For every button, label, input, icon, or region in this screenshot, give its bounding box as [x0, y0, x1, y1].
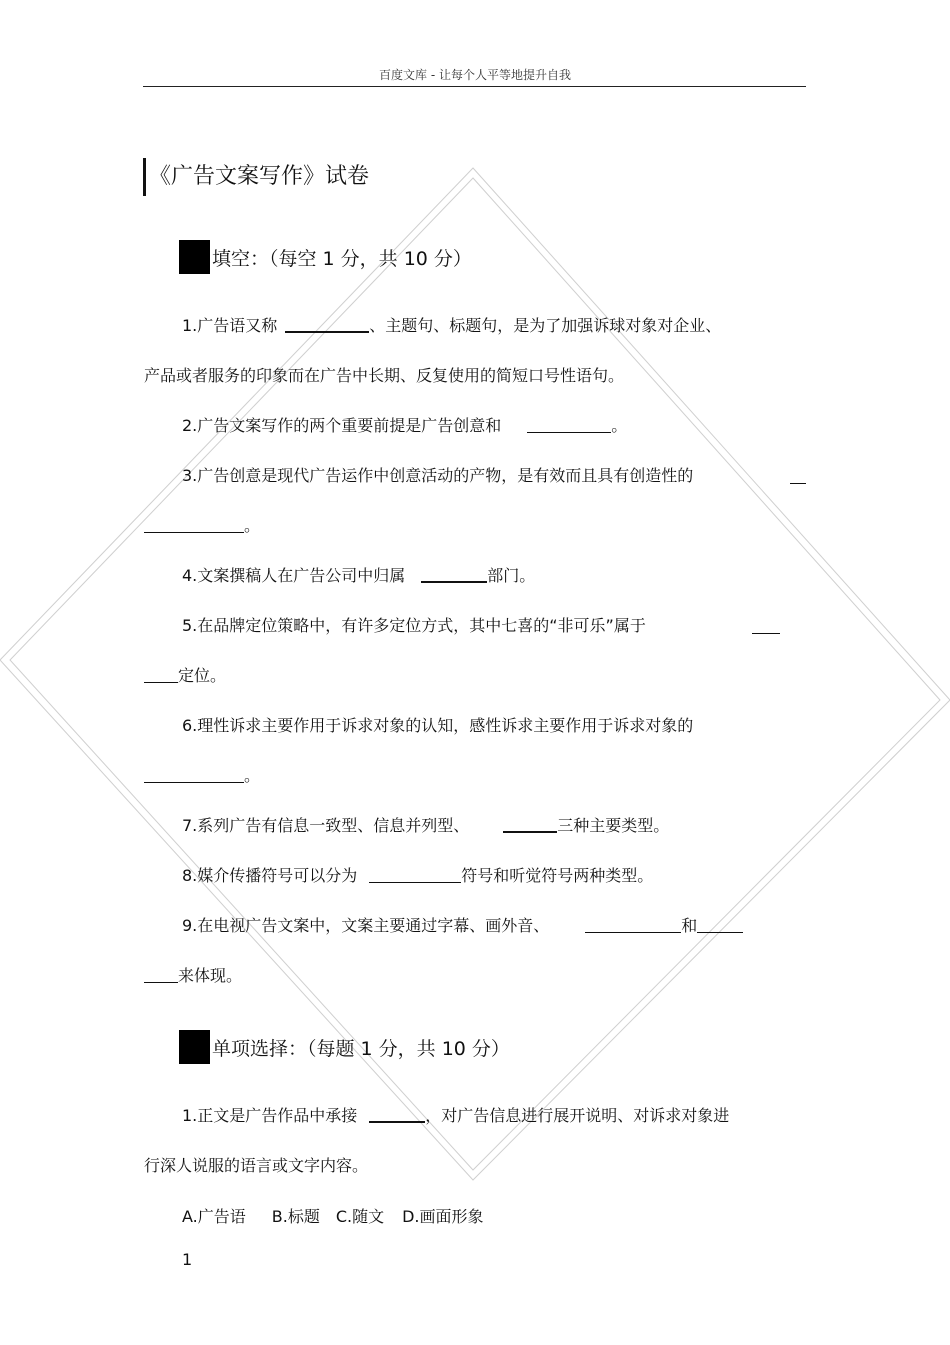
question-2	[182, 415, 627, 437]
question-4	[182, 565, 535, 587]
question-9-cont	[144, 965, 242, 987]
section-heading-text: 填空：（每空 1 分，共 10 分）	[212, 247, 472, 270]
question-text: 部门。	[487, 566, 536, 585]
question-text: 4.文案撰稿人在广告公司中归属	[182, 566, 406, 585]
question-6	[182, 715, 693, 737]
question-6-cont	[144, 765, 260, 787]
question-text: 1.正文是广告作品中承接	[182, 1106, 358, 1125]
answer-blank	[527, 416, 611, 433]
document-title: 《广告文案写作》试卷	[143, 158, 369, 196]
answer-blank	[697, 916, 743, 933]
option-d: D.画面形象	[402, 1207, 484, 1226]
question-9	[182, 915, 743, 937]
answer-blank	[369, 1105, 425, 1123]
section-marker	[179, 1030, 210, 1064]
page-number: 1	[182, 1250, 193, 1269]
answer-blank	[144, 766, 244, 783]
choice-question-1	[182, 1105, 729, 1127]
answer-blank	[144, 966, 178, 983]
question-text: ，对广告信息进行展开说明、对诉求对象进	[425, 1106, 730, 1125]
question-3-cont	[144, 515, 260, 537]
choice-options	[182, 1206, 484, 1228]
answer-blank	[503, 815, 557, 833]
question-text: 来体现。	[178, 966, 243, 985]
section-heading-text: 单项选择：（每题 1 分，共 10 分）	[212, 1037, 510, 1060]
answer-blank	[421, 565, 487, 583]
section-single-choice-heading	[179, 1030, 510, 1064]
question-1-cont: 产品或者服务的印象而在广告中长期、反复使用的简短口号性语句。	[144, 366, 625, 385]
question-text: 。	[244, 766, 261, 785]
question-text: 三种主要类型。	[557, 816, 670, 835]
question-text: 和	[681, 916, 698, 935]
question-3	[182, 465, 693, 487]
answer-blank	[369, 866, 461, 883]
question-text: 1.广告语又称	[182, 316, 278, 335]
page-header: 百度文库 - 让每个人平等地提升自我	[379, 68, 571, 82]
question-1	[182, 315, 721, 337]
question-8	[182, 865, 653, 887]
header-rule	[143, 86, 806, 87]
option-c: C.随文	[335, 1207, 385, 1226]
question-text: 。	[244, 516, 261, 535]
question-5	[182, 615, 646, 637]
choice-question-1-cont: 行深人说服的语言或文字内容。	[144, 1156, 369, 1175]
answer-blank	[285, 315, 369, 333]
question-text: 3.广告创意是现代广告运作中创意活动的产物，是有效而且具有创造性的	[182, 466, 694, 485]
question-text: 符号和听觉符号两种类型。	[461, 866, 654, 885]
question-text: 定位。	[178, 666, 227, 685]
question-text: 8.媒介传播符号可以分为	[182, 866, 358, 885]
answer-blank	[144, 516, 244, 533]
answer-blank	[585, 916, 681, 933]
answer-blank	[752, 617, 780, 634]
question-text: 2.广告文案写作的两个重要前提是广告创意和	[182, 416, 502, 435]
option-b: B.标题	[271, 1207, 320, 1226]
answer-blank	[144, 666, 178, 683]
section-fill-blank-heading	[179, 240, 472, 274]
question-text: 5.在品牌定位策略中，有许多定位方式，其中七喜的“非可乐”属于	[182, 616, 646, 635]
section-marker	[179, 240, 210, 274]
question-text: 9.在电视广告文案中，文案主要通过字幕、画外音、	[182, 916, 550, 935]
question-text: 6.理性诉求主要作用于诉求对象的认知，感性诉求主要作用于诉求对象的	[182, 716, 694, 735]
option-a: A.广告语	[182, 1207, 246, 1226]
question-text: 、主题句、标题句，是为了加强诉球对象对企业、	[369, 316, 722, 335]
question-text: 。	[611, 416, 628, 435]
question-5-cont	[144, 665, 226, 687]
question-text: 7.系列广告有信息一致型、信息并列型、	[182, 816, 470, 835]
question-7	[182, 815, 669, 837]
answer-blank	[790, 467, 806, 484]
